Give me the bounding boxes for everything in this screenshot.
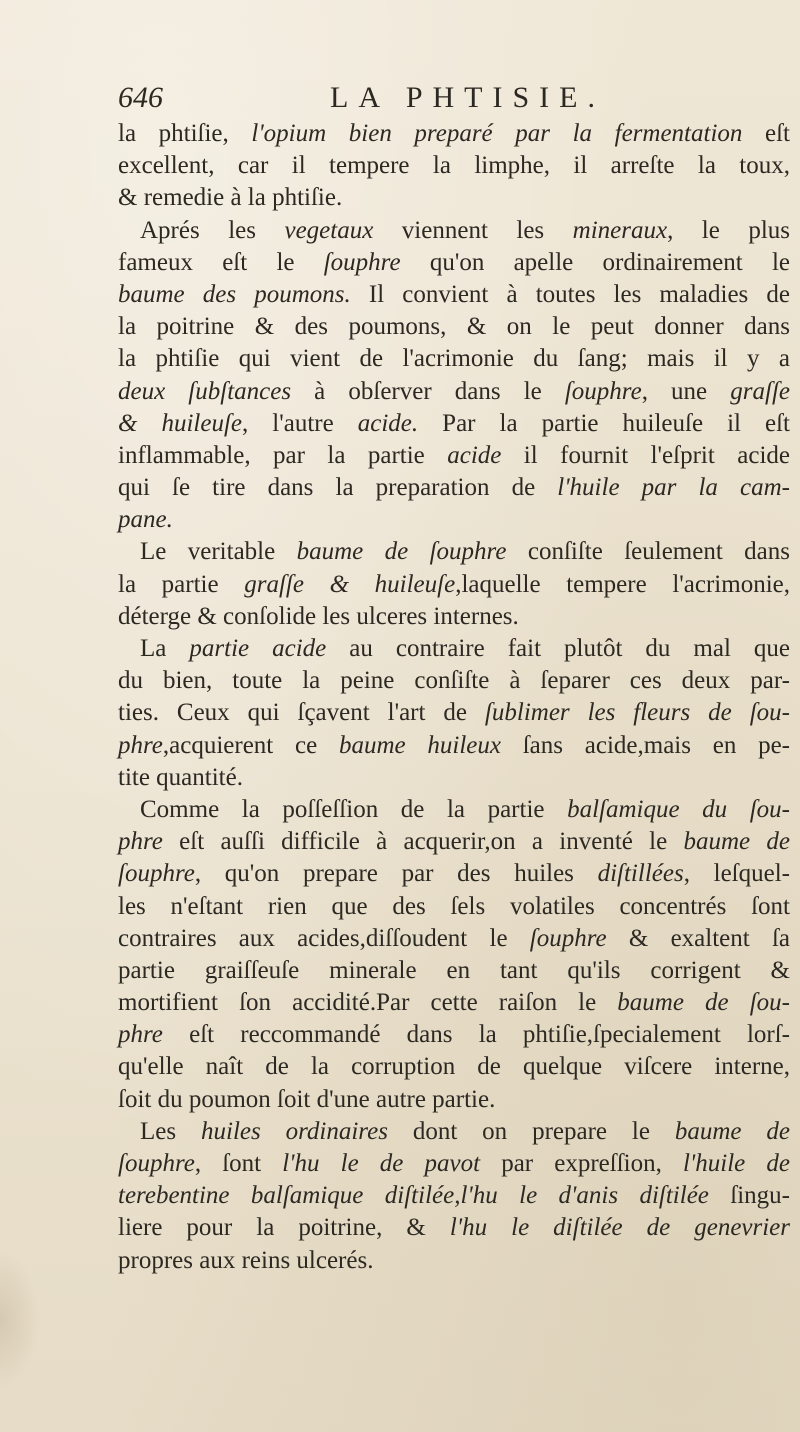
text-line [118,1212,790,1244]
italic-text: baume de [674,1117,790,1145]
text-line [118,472,790,504]
page-number: 646 [118,81,163,114]
text-run: tite quantité. [118,763,243,791]
text-run: propres aux reins ulcerés. [118,1246,374,1274]
text-line [118,1148,790,1180]
text-run: la poitrine & des poumons, & on le peut donner dans [118,313,790,341]
italic-text: baume de [683,828,790,856]
text-line [118,1180,790,1212]
italic-text: graſſe [730,377,790,405]
text-run: au contraire fait plutôt du mal que [326,635,790,662]
text-run: qui ſe tire dans la preparation de [118,474,558,502]
italic-text: phre [118,731,163,759]
text-run: la partie [118,570,245,598]
italic-text: ſouphre [564,377,642,405]
italic-text: ſouphre [323,248,401,276]
italic-text: ſouphre [118,860,195,888]
text-run: ,laquelle tempere l'acrimonie, [455,570,790,598]
italic-text: ſublimer les fleurs de ſou- [484,699,790,727]
text-run: partie graiſſeuſe minerale en tant qu'ils corrigent & [118,956,790,984]
text-line [118,182,790,214]
italic-text: acide [447,441,502,469]
text-run: à obſerver dans le [291,377,565,405]
text-run: les n'eſtant rien que des ſels volatiles concentrés ſont [118,892,790,920]
text-line [118,1051,790,1083]
text-run: La [140,635,190,662]
text-line [118,1116,790,1148]
text-line [118,150,790,182]
italic-text: balſamique du ſou- [567,795,791,823]
italic-text: partie acide [189,635,327,662]
text-run: fameux eſt le [118,248,324,276]
italic-text: & huileuſe [118,409,243,437]
italic-text: baume de ſouphre [296,538,507,566]
text-run: eſt reccommandé dans la phtiſie,ſpecialement lorſ- [162,1021,790,1049]
text-run: déterge & conſolide les ulceres internes. [118,602,519,630]
text-run: qu'elle naît de la corruption de quelque viſcere interne, [118,1053,790,1081]
text-line [118,376,790,408]
page-header [118,78,605,118]
text-run: ties. Ceux qui ſçavent l'art de [118,699,485,727]
text-run: ,acquierent ce [162,731,339,759]
text-line [118,697,790,729]
text-line [118,858,790,890]
text-line [118,955,790,987]
italic-text: mineraux [572,216,668,244]
italic-text: ſouphre [529,924,607,952]
text-run: qu'on apelle ordinairement le [400,248,791,276]
italic-text: phre [118,828,163,856]
text-run: mortifient ſon accidité.Par cette raiſon le [118,989,618,1017]
italic-text: terebentine balſamique diſtilée,l'hu le d'anis diſtilée [118,1182,709,1210]
text-line [118,1084,790,1116]
italic-text: graſſe & huileuſe [244,570,456,598]
text-line [118,633,790,665]
text-line [118,665,790,697]
italic-text: acide. [357,409,419,437]
text-run: Aprés les [140,216,285,244]
text-line [118,891,790,923]
text-line [118,311,790,343]
text-line [118,536,790,568]
text-run: eſt [742,120,790,147]
text-line [118,923,790,955]
text-run: conſiſte ſeulement dans [506,538,790,566]
italic-text: l'hu le diſtilée de genevrier [449,1214,791,1242]
italic-text: baume de ſou- [617,989,790,1017]
italic-text: l'huile par la cam- [557,474,790,502]
text-line [118,279,790,311]
text-run: Par la partie huileuſe il eſt [418,409,791,437]
italic-text: baume huileux [338,731,501,759]
text-run: , leſquel- [683,860,790,888]
text-line [118,343,790,375]
text-run: Le veritable [140,538,297,566]
italic-text: baume des poumons. [118,280,351,308]
text-run: , l'autre [242,409,358,437]
text-line [118,504,790,536]
italic-text: l'opium bien preparé par la fermentation [251,120,743,147]
text-run: & remedie à la phtiſie. [118,184,343,212]
italic-text: deux ſubſtances [118,377,292,405]
italic-text: huiles ordinaires [201,1117,388,1145]
text-run: Comme la poſſeſſion de la partie [140,795,568,823]
text-line [118,1245,790,1277]
text-run: ſingu- [708,1182,790,1210]
text-line [118,569,790,601]
text-line [118,987,790,1019]
text-line [118,408,790,440]
text-run: & exaltent ſa [606,924,790,952]
italic-text: vegetaux [284,216,374,244]
text-run: viennent les [373,216,573,244]
text-run: , ſont [194,1150,283,1177]
text-run: Il convient à toutes les maladies de [350,280,791,308]
body-text [118,118,790,1277]
text-run: , une [641,377,731,405]
italic-text: diſtillées [597,860,684,888]
text-run: contraires aux acides,diſſoudent le [118,924,530,952]
text-line [118,601,790,633]
text-line [118,762,790,794]
text-run: par expreſſion, [480,1150,683,1177]
text-line [118,247,790,279]
text-line [118,794,790,826]
italic-text: ſouphre [118,1150,195,1177]
italic-text: l'huile de [682,1150,790,1177]
text-line [118,118,790,150]
italic-text: phre [118,1021,163,1049]
text-line [118,215,790,247]
text-run: eſt auſſi difficile à acquerir,on a inventé le [162,828,684,856]
italic-text: l'hu le de pavot [282,1150,481,1177]
text-run: ſoit du poumon ſoit d'une autre partie. [118,1085,496,1113]
text-run: du bien, toute la peine conſiſte à ſeparer ces deux par- [118,667,790,695]
paper-stain [0,1250,40,1390]
text-run: la phtiſie, [118,120,252,147]
text-run: ſans acide,mais en pe- [500,731,790,759]
text-line [118,826,790,858]
text-line [118,1019,790,1051]
text-run: Les [140,1117,201,1145]
text-run: , le plus [667,216,791,244]
text-line [118,440,790,472]
text-run: liere pour la poitrine, & [118,1214,450,1242]
text-run: dont on prepare le [387,1117,675,1145]
italic-text: pane. [118,506,173,534]
text-run: il fournit l'eſprit acide [501,441,790,469]
running-title: LA PHTISIE. [330,81,605,114]
text-run: , qu'on prepare par des huiles [194,860,598,888]
text-run: inflammable, par la partie [118,441,448,469]
text-run: la phtiſie qui vient de l'acrimonie du ſang; mais il y a [118,345,790,373]
text-line [118,730,790,762]
text-run: excellent, car il tempere la limphe, il arreſte la toux, [118,152,790,180]
